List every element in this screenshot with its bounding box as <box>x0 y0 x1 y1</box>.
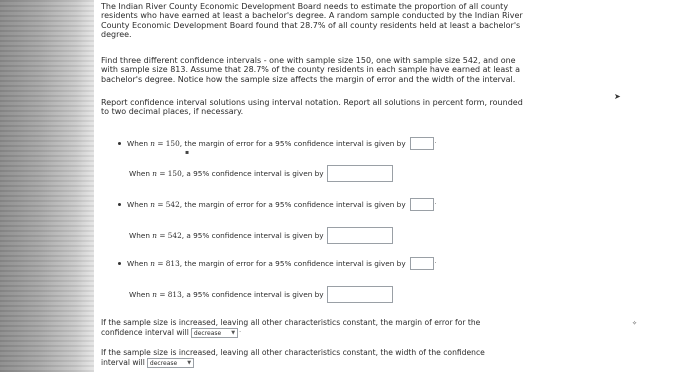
conclusion-width <box>101 348 485 367</box>
interval-answer-input-542[interactable] <box>327 227 393 244</box>
intro-line: County Economic Development Board found that 28.7% of all county residents held at least a bachelor's <box>101 20 521 30</box>
variable-n: n <box>150 139 155 148</box>
conclusion-margin-line2: confidence interval will <box>101 327 189 337</box>
question-prefix: When <box>129 169 150 178</box>
instructions-line: bachelor's degree. Notice how the sample size affects the margin of error and the width of the interval. <box>101 74 516 84</box>
variable-n: n <box>150 200 155 209</box>
interval-answer-input-813[interactable] <box>327 286 393 303</box>
question-interval-542 <box>129 227 393 244</box>
sample-size-value: 542 <box>165 200 180 209</box>
width-trend-selected: decrease <box>149 359 178 367</box>
question-margin-542 <box>118 198 437 211</box>
sample-size-value: 813 <box>165 259 180 268</box>
sample-size-value: 813 <box>167 290 182 299</box>
bullet-icon <box>118 203 121 206</box>
variable-n: n <box>152 169 157 178</box>
conclusion-margin-line1: If the sample size is increased, leaving all other characteristics constant, the margin of error for the <box>101 318 481 327</box>
equals-sign: = <box>159 169 166 178</box>
input-indicator-icon: · <box>434 260 437 267</box>
conclusion-width-line2: interval will <box>101 357 145 367</box>
intro-line: The Indian River County Economic Development Board needs to estimate the proportion of all county <box>101 2 509 11</box>
question-interval-813 <box>129 286 393 303</box>
bullet-icon <box>118 142 121 145</box>
equals-sign: = <box>159 231 166 240</box>
width-trend-select[interactable] <box>147 358 194 368</box>
margin-trend-selected: decrease <box>193 329 222 337</box>
margin-answer-input-813[interactable] <box>410 257 434 270</box>
report-line: to two decimal places, if necessary. <box>101 107 244 117</box>
sample-size-value: 542 <box>167 231 182 240</box>
instructions-paragraph <box>101 56 520 84</box>
bullet-icon <box>118 262 121 265</box>
question-prefix: When <box>129 231 150 240</box>
chevron-down-icon: ▼ <box>231 329 236 336</box>
conclusion-width-line2-row <box>101 357 485 367</box>
question-prefix: When <box>127 200 148 209</box>
equals-sign: = <box>157 139 164 148</box>
stray-mark-icon: ✧ <box>632 320 638 327</box>
conclusion-width-line1: If the sample size is increased, leaving all other characteristics constant, the width of the confidence <box>101 348 485 357</box>
conclusion-margin-line2-row <box>101 327 480 337</box>
question-prefix: When <box>127 259 148 268</box>
question-text: , the margin of error for a 95% confidence interval is given by <box>179 200 406 209</box>
sample-size-value: 150 <box>165 139 180 148</box>
intro-line: degree. <box>101 30 132 40</box>
interval-answer-input-150[interactable] <box>327 165 393 182</box>
question-text: , the margin of error for a 95% confidence interval is given by <box>179 259 406 268</box>
instructions-line: Find three different confidence intervals - one with sample size 150, one with sample size 542, and one <box>101 56 516 65</box>
equals-sign: = <box>157 259 164 268</box>
margin-trend-select[interactable] <box>191 328 238 338</box>
variable-n: n <box>152 231 157 240</box>
conclusion-margin <box>101 318 480 337</box>
question-text: , a 95% confidence interval is given by <box>181 231 324 240</box>
intro-line: residents who have earned at least a bachelor's degree. A random sample conducted by the Indian River <box>101 11 523 21</box>
variable-n: n <box>152 290 157 299</box>
mouse-cursor-icon: ➤ <box>614 92 621 101</box>
question-interval-150 <box>129 165 393 182</box>
question-margin-813 <box>118 257 437 270</box>
report-paragraph <box>101 98 523 117</box>
input-indicator-icon: · <box>434 140 437 147</box>
sample-size-value: 150 <box>167 169 182 178</box>
margin-answer-input-542[interactable] <box>410 198 434 211</box>
question-text: , the margin of error for a 95% confidence interval is given by <box>179 139 406 148</box>
equals-sign: = <box>157 200 164 209</box>
intro-paragraph <box>101 2 523 40</box>
margin-answer-input-150[interactable] <box>410 137 434 150</box>
variable-n: n <box>150 259 155 268</box>
question-text: , a 95% confidence interval is given by <box>181 169 324 178</box>
dot-mark-icon: ▪ <box>185 149 190 156</box>
equals-sign: = <box>159 290 166 299</box>
instructions-line: with sample size 813. Assume that 28.7% of the county residents in each sample have earned at least a <box>101 65 520 75</box>
input-indicator-icon: · <box>239 328 241 336</box>
input-indicator-icon: · <box>434 201 437 208</box>
chevron-down-icon: ▼ <box>187 359 192 366</box>
report-line: Report confidence interval solutions using interval notation. Report all solutions in percent form, rounded <box>101 98 523 107</box>
question-prefix: When <box>129 290 150 299</box>
question-text: , a 95% confidence interval is given by <box>181 290 324 299</box>
left-background-strip <box>0 0 94 372</box>
question-margin-150 <box>118 137 437 150</box>
question-prefix: When <box>127 139 148 148</box>
